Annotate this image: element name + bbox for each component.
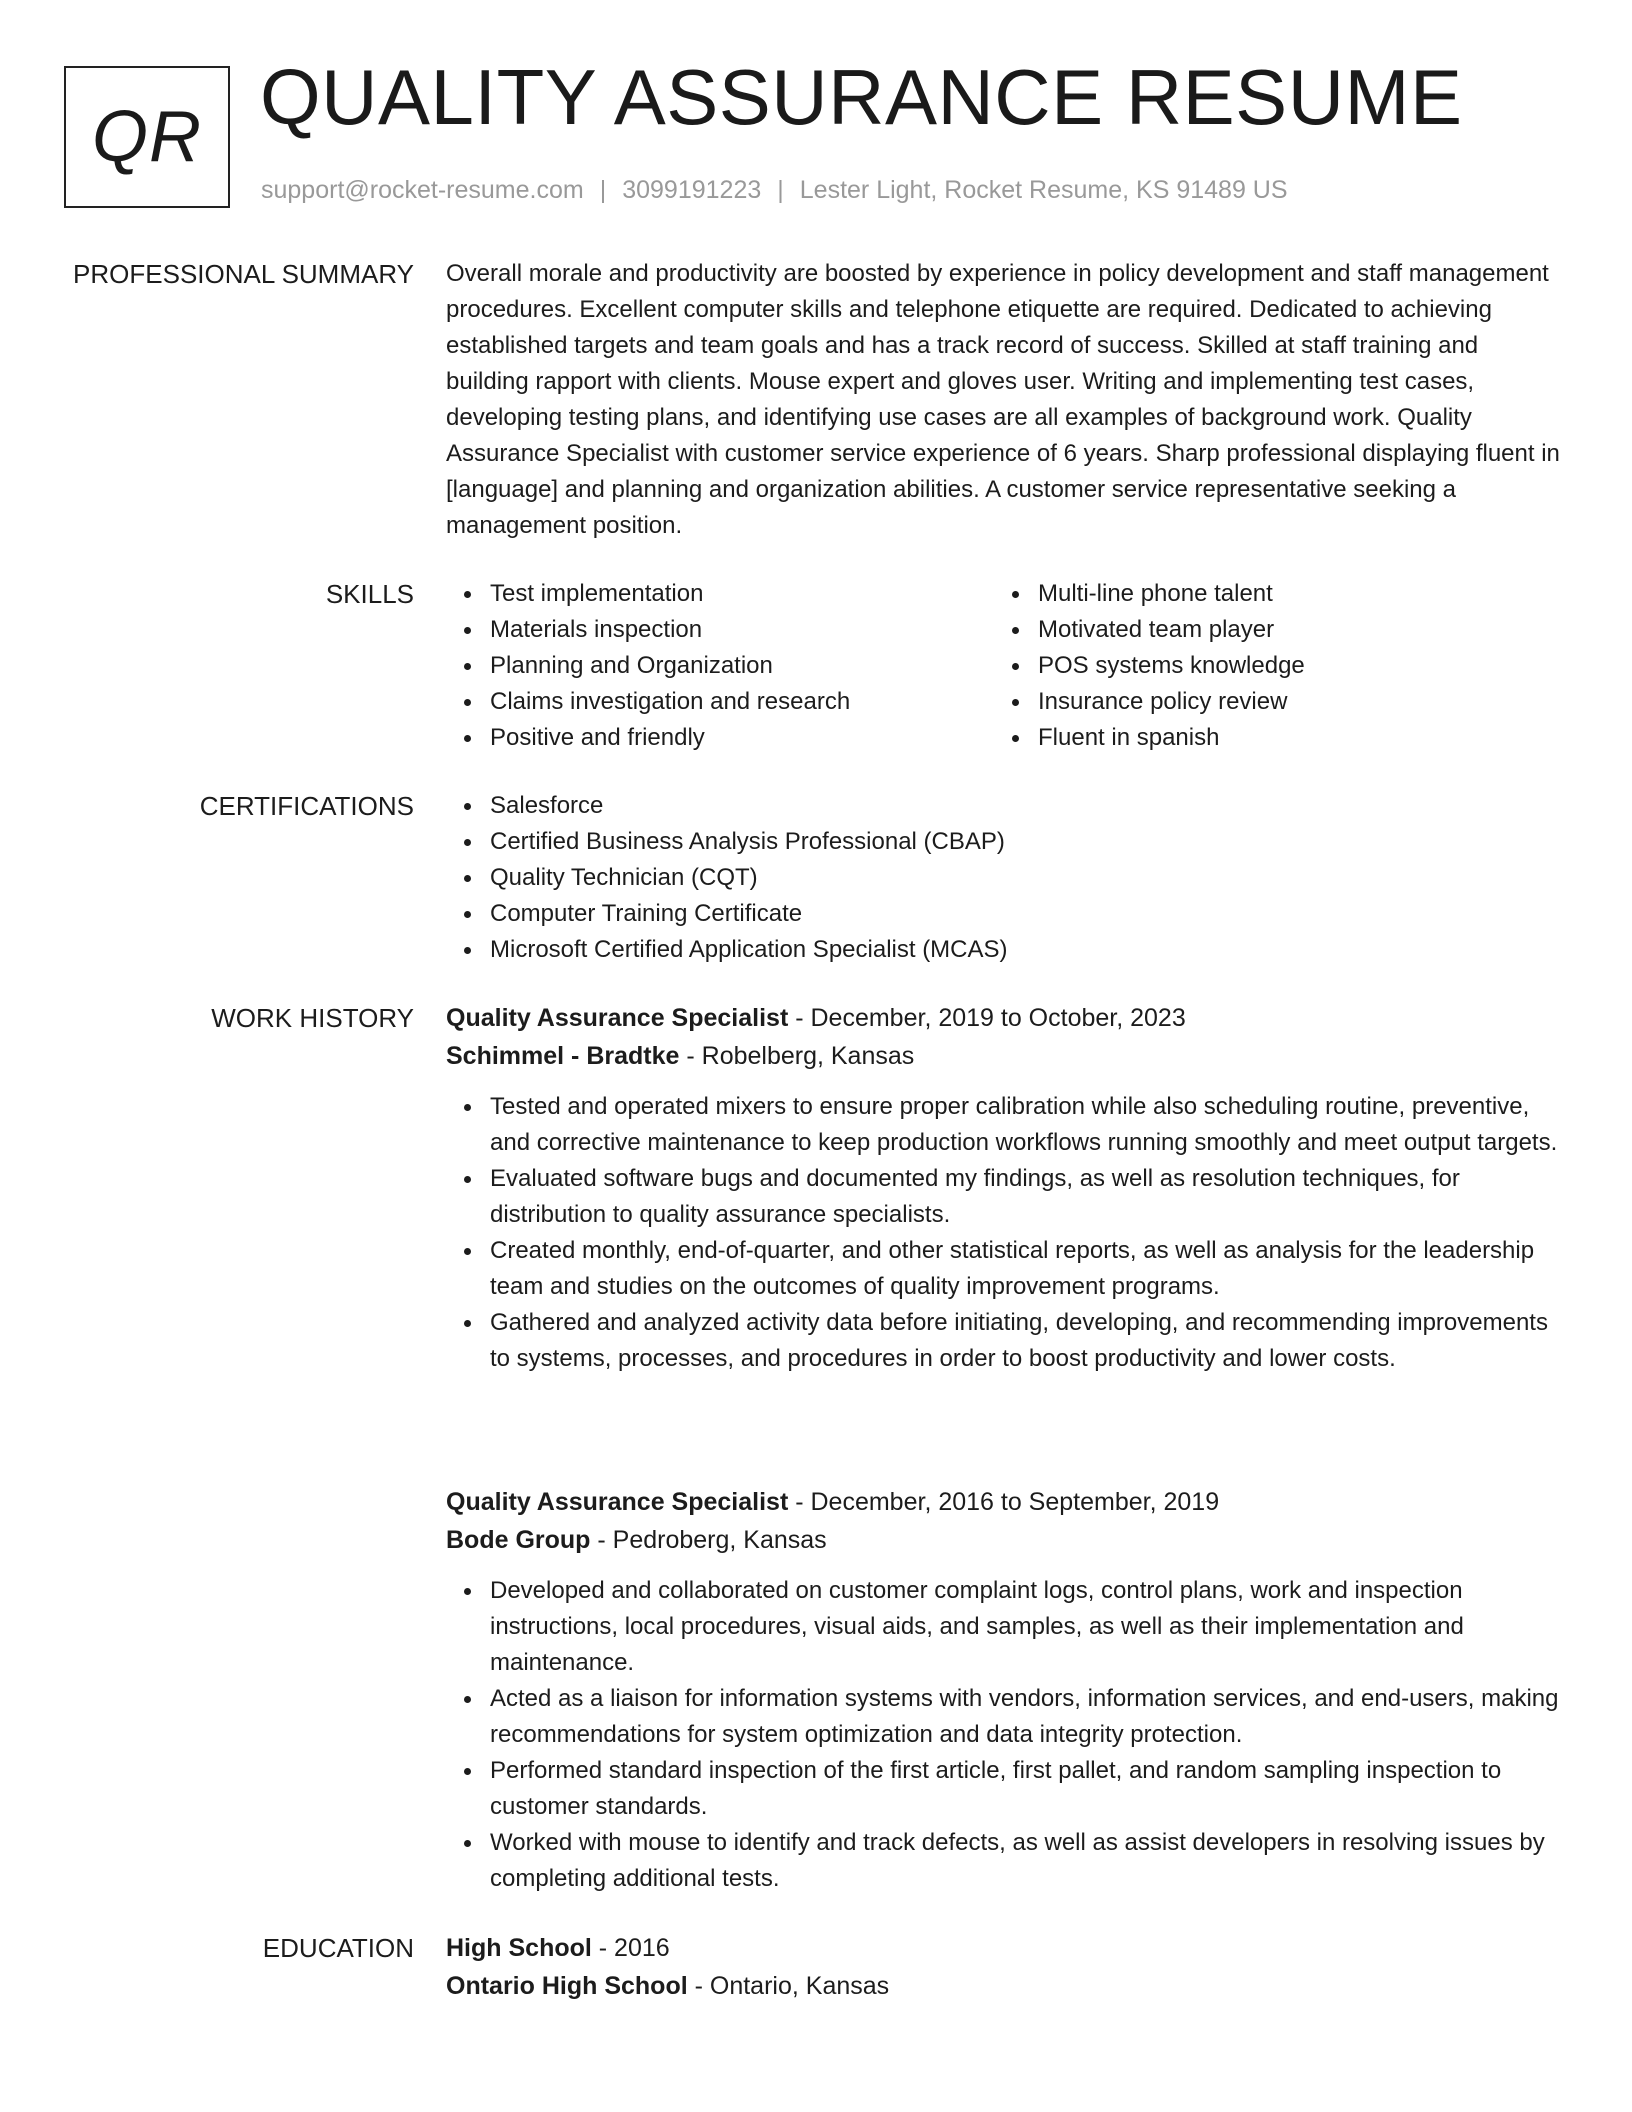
list-item: POS systems knowledge — [994, 648, 1542, 684]
job-bullets — [446, 1573, 1566, 1897]
list-item: Microsoft Certified Application Specialist (MCAS) — [446, 932, 1566, 968]
education-degree-line — [446, 1929, 1566, 1967]
education-degree: High School — [446, 1934, 592, 1962]
list-item: Gathered and analyzed activity data before initiating, developing, and recommending improvements to systems, processes, and procedures in order to boost productivity and lower costs. — [446, 1305, 1566, 1377]
job-location: - Pedroberg, Kansas — [590, 1526, 827, 1554]
list-item: Salesforce — [446, 788, 1566, 824]
list-item: Materials inspection — [446, 612, 994, 648]
job-bullets — [446, 1089, 1566, 1377]
contact-email[interactable]: support@rocket-resume.com — [261, 176, 584, 204]
skills-columns — [446, 576, 1566, 756]
list-item: Performed standard inspection of the first article, first pallet, and random sampling inspection to customer standards. — [446, 1753, 1566, 1825]
contact-separator: | — [599, 176, 607, 204]
list-item: Tested and operated mixers to ensure proper calibration while also scheduling routine, preventive, and corrective maintenance to keep production workflows running smoothly and meet output targets. — [446, 1089, 1566, 1161]
list-item: Planning and Organization — [446, 648, 994, 684]
job-title: Quality Assurance Specialist — [446, 1004, 789, 1032]
list-item: Evaluated software bugs and documented my findings, as well as resolution techniques, for distribution to quality assurance specialists. — [446, 1161, 1566, 1233]
job-title-line — [446, 999, 1566, 1037]
list-item: Certified Business Analysis Professional (CBAP) — [446, 824, 1566, 860]
education-school-line — [446, 1967, 1566, 2005]
list-item: Test implementation — [446, 576, 994, 612]
contact-phone[interactable]: 3099191223 — [622, 176, 762, 204]
job-entry — [446, 1483, 1566, 1897]
skills-list-right — [994, 576, 1542, 756]
job-location: - Robelberg, Kansas — [679, 1042, 915, 1070]
monogram-box — [64, 66, 230, 208]
list-item: Computer Training Certificate — [446, 896, 1566, 932]
education-school: Ontario High School — [446, 1972, 688, 2000]
list-item: Created monthly, end-of-quarter, and other statistical reports, as well as analysis for the leadership team and studies on the outcomes of quality improvement programs. — [446, 1233, 1566, 1305]
education-entry — [446, 1929, 1566, 2005]
job-dates: - December, 2016 to September, 2019 — [788, 1488, 1220, 1516]
list-item: Multi-line phone talent — [994, 576, 1542, 612]
section-label-work-history: WORK HISTORY — [211, 1003, 414, 1033]
list-item: Developed and collaborated on customer complaint logs, control plans, work and inspection instructions, local procedures, visual aids, and samples, as well as their implementation and maintenance. — [446, 1573, 1566, 1681]
monogram-initials: QR — [92, 97, 202, 177]
section-label-education: EDUCATION — [262, 1933, 414, 1963]
contact-separator: | — [777, 176, 784, 204]
resume-title: QUALITY ASSURANCE RESUME — [260, 53, 1463, 141]
list-item: Quality Technician (CQT) — [446, 860, 1566, 896]
contact-address: Lester Light, Rocket Resume, KS 91489 US — [799, 176, 1288, 204]
skills-list-left — [446, 576, 994, 756]
job-company: Bode Group — [446, 1526, 591, 1554]
job-company-line — [446, 1521, 1566, 1559]
summary-text: Overall morale and productivity are boosted by experience in policy development and staff management procedures. Excellent computer skills and telephone etiquette are required. Dedicated to achieving established targets and team goals and has a track record of success. Skilled at staff training and building rapport with clients. Mouse expert and gloves user. Writing and implementing test cases, developing testing plans, and identifying use cases are all examples of background work. Quality Assurance Specialist with customer service experience of 6 years. Sharp professional displaying fluent in [language] and planning and organization abilities. A customer service representative seeking a management position. — [446, 260, 1560, 539]
contact-line — [261, 176, 1288, 205]
job-dates: - December, 2019 to October, 2023 — [788, 1004, 1186, 1032]
section-label-skills: SKILLS — [325, 579, 414, 609]
list-item: Acted as a liaison for information systems with vendors, information services, and end-users, making recommendations for system optimization and data integrity protection. — [446, 1681, 1566, 1753]
list-item: Worked with mouse to identify and track defects, as well as assist developers in resolving issues by completing additional tests. — [446, 1825, 1566, 1897]
job-entry — [446, 999, 1566, 1377]
list-item: Motivated team player — [994, 612, 1542, 648]
certifications-list — [446, 788, 1566, 968]
education-year: - 2016 — [591, 1934, 670, 1962]
list-item: Positive and friendly — [446, 720, 994, 756]
section-label-summary: PROFESSIONAL SUMMARY — [73, 259, 414, 289]
section-label-certifications: CERTIFICATIONS — [199, 791, 414, 821]
education-location: - Ontario, Kansas — [687, 1972, 890, 2000]
job-title: Quality Assurance Specialist — [446, 1488, 789, 1516]
job-title-line — [446, 1483, 1566, 1521]
list-item: Insurance policy review — [994, 684, 1542, 720]
list-item: Fluent in spanish — [994, 720, 1542, 756]
job-company: Schimmel - Bradtke — [446, 1042, 680, 1070]
list-item: Claims investigation and research — [446, 684, 994, 720]
job-company-line — [446, 1037, 1566, 1075]
